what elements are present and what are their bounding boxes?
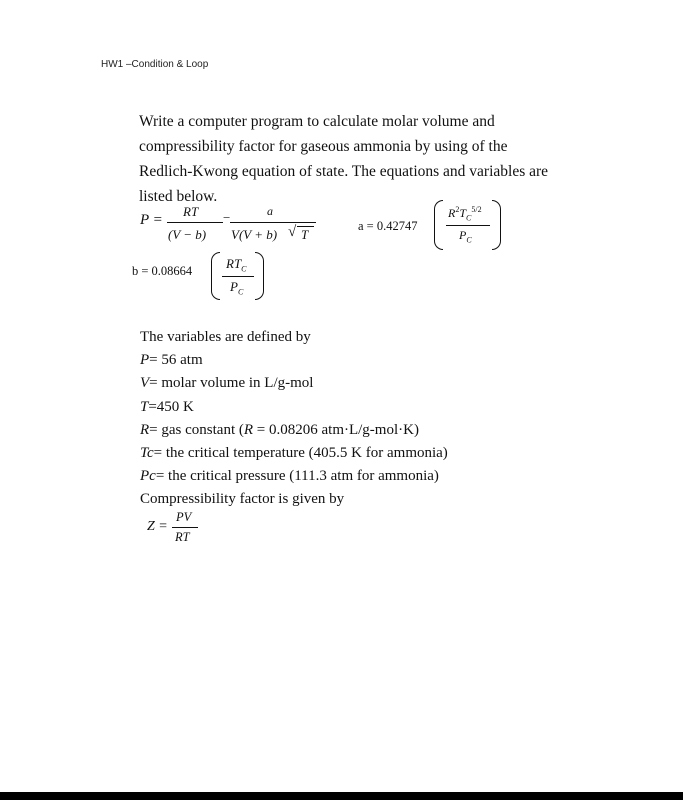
eq-p-sqrt-argument: T <box>301 227 309 242</box>
eq-p-term2-denominator: V(V + b) <box>231 227 278 242</box>
left-paren-icon <box>434 200 443 250</box>
intro-line: Write a computer program to calculate molar volume and <box>139 113 495 130</box>
eq-a-lhs: a = 0.42747 <box>358 219 418 233</box>
eq-b-denominator: $P_C$ <box>230 279 244 297</box>
sqrt-icon: √ <box>288 224 297 240</box>
eq-b-fraction-bar <box>222 276 254 277</box>
var-tc: Tc= the critical temperature (405.5 K for ammonia) <box>140 445 448 461</box>
eq-z-lhs: Z = <box>147 519 168 534</box>
intro-line: Redlich-Kwong equation of state. The equations and variables are <box>139 163 549 180</box>
page-header: HW1 –Condition & Loop <box>101 59 209 70</box>
eq-b-lhs: b = 0.08664 <box>132 264 193 278</box>
variables-heading: The variables are defined by <box>140 329 311 345</box>
eq-z-fraction-bar <box>172 527 198 528</box>
intro-line: compressibility factor for gaseous ammonia by using of the <box>139 138 508 155</box>
var-r: R= gas constant (R = 0.08206 atm·L/g-mol·K) <box>140 422 419 438</box>
eq-p-term1-denominator: (V − b) <box>168 227 207 242</box>
eq-z-denominator: RT <box>175 530 190 544</box>
right-paren-icon <box>255 252 264 300</box>
var-t: T=450 K <box>140 399 194 415</box>
var-pc: Pc= the critical pressure (111.3 atm for ammonia) <box>140 468 439 484</box>
eq-p-minus: − <box>223 210 231 225</box>
eq-a-fraction-bar <box>446 225 490 226</box>
eq-a-numerator: $R^2T_C^{5/2}$ <box>448 205 482 223</box>
eq-p-term2-numerator: a <box>267 204 273 218</box>
eq-p-lhs: P = <box>140 212 163 228</box>
z-heading: Compressibility factor is given by <box>140 491 345 507</box>
right-paren-icon <box>492 200 501 250</box>
left-paren-icon <box>211 252 220 300</box>
eq-b-numerator: $RT_C$ <box>226 256 247 274</box>
eq-z-numerator: PV <box>176 510 192 524</box>
var-v: V= molar volume in L/g-mol <box>140 375 314 391</box>
eq-p-term1-fraction-bar <box>167 222 223 223</box>
eq-a-denominator: $P_C$ <box>459 228 472 245</box>
eq-p-term1-numerator: RT <box>183 204 199 219</box>
intro-line: listed below. <box>139 188 218 205</box>
eq-p-term2-fraction-bar <box>230 222 316 223</box>
problem-statement <box>139 109 579 209</box>
var-p: P= 56 atm <box>140 352 203 368</box>
